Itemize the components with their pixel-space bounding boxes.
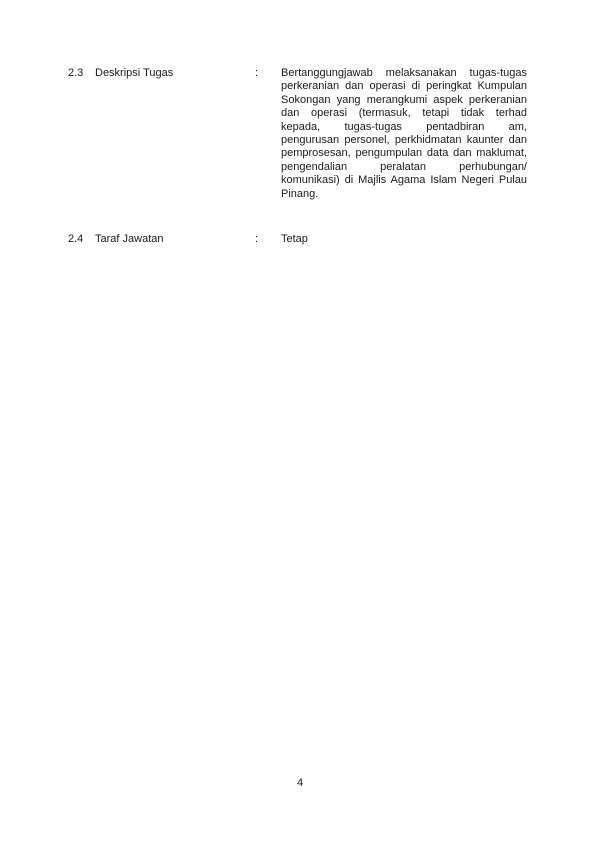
colon-separator: : [255,233,259,245]
paragraph-line: pemprosesan, pengumpulan data dan maklumat, [281,147,527,160]
paragraph-line: Sokongan yang merangkumi aspek perkeranian [281,93,527,106]
paragraph-line: dan operasi (termasuk, tetapi tidak terhad [281,107,527,120]
paragraph-line: perkeranian dan operasi di peringkat Kumpulan [281,80,527,93]
paragraph-line: komunikasi) di Majlis Agama Islam Negeri Pulau [281,174,527,187]
paragraph-line: Pinang. [281,187,319,200]
paragraph-line: Bertanggungjawab melaksanakan tugas-tugas [281,67,527,79]
section-item-value: Tetap [281,233,308,245]
section-item-label: Deskripsi Tugas [95,67,174,79]
section-item-value [281,67,527,201]
section-item-2-3 [68,67,527,201]
section-item-label: Taraf Jawatan [95,233,164,245]
page-number: 4 [296,777,304,789]
section-item-2-4 [68,233,527,246]
paragraph-line: kepada, tugas-tugas pentadbiran am, [281,120,527,133]
paragraph-line: pengurusan personel, perkhidmatan kaunter dan [281,134,527,147]
paragraph-line: pengendalian peralatan perhubungan/ [281,160,527,173]
section-item-number: 2.3 [68,67,84,79]
colon-separator: : [255,67,259,79]
section-item-number: 2.4 [68,233,84,245]
